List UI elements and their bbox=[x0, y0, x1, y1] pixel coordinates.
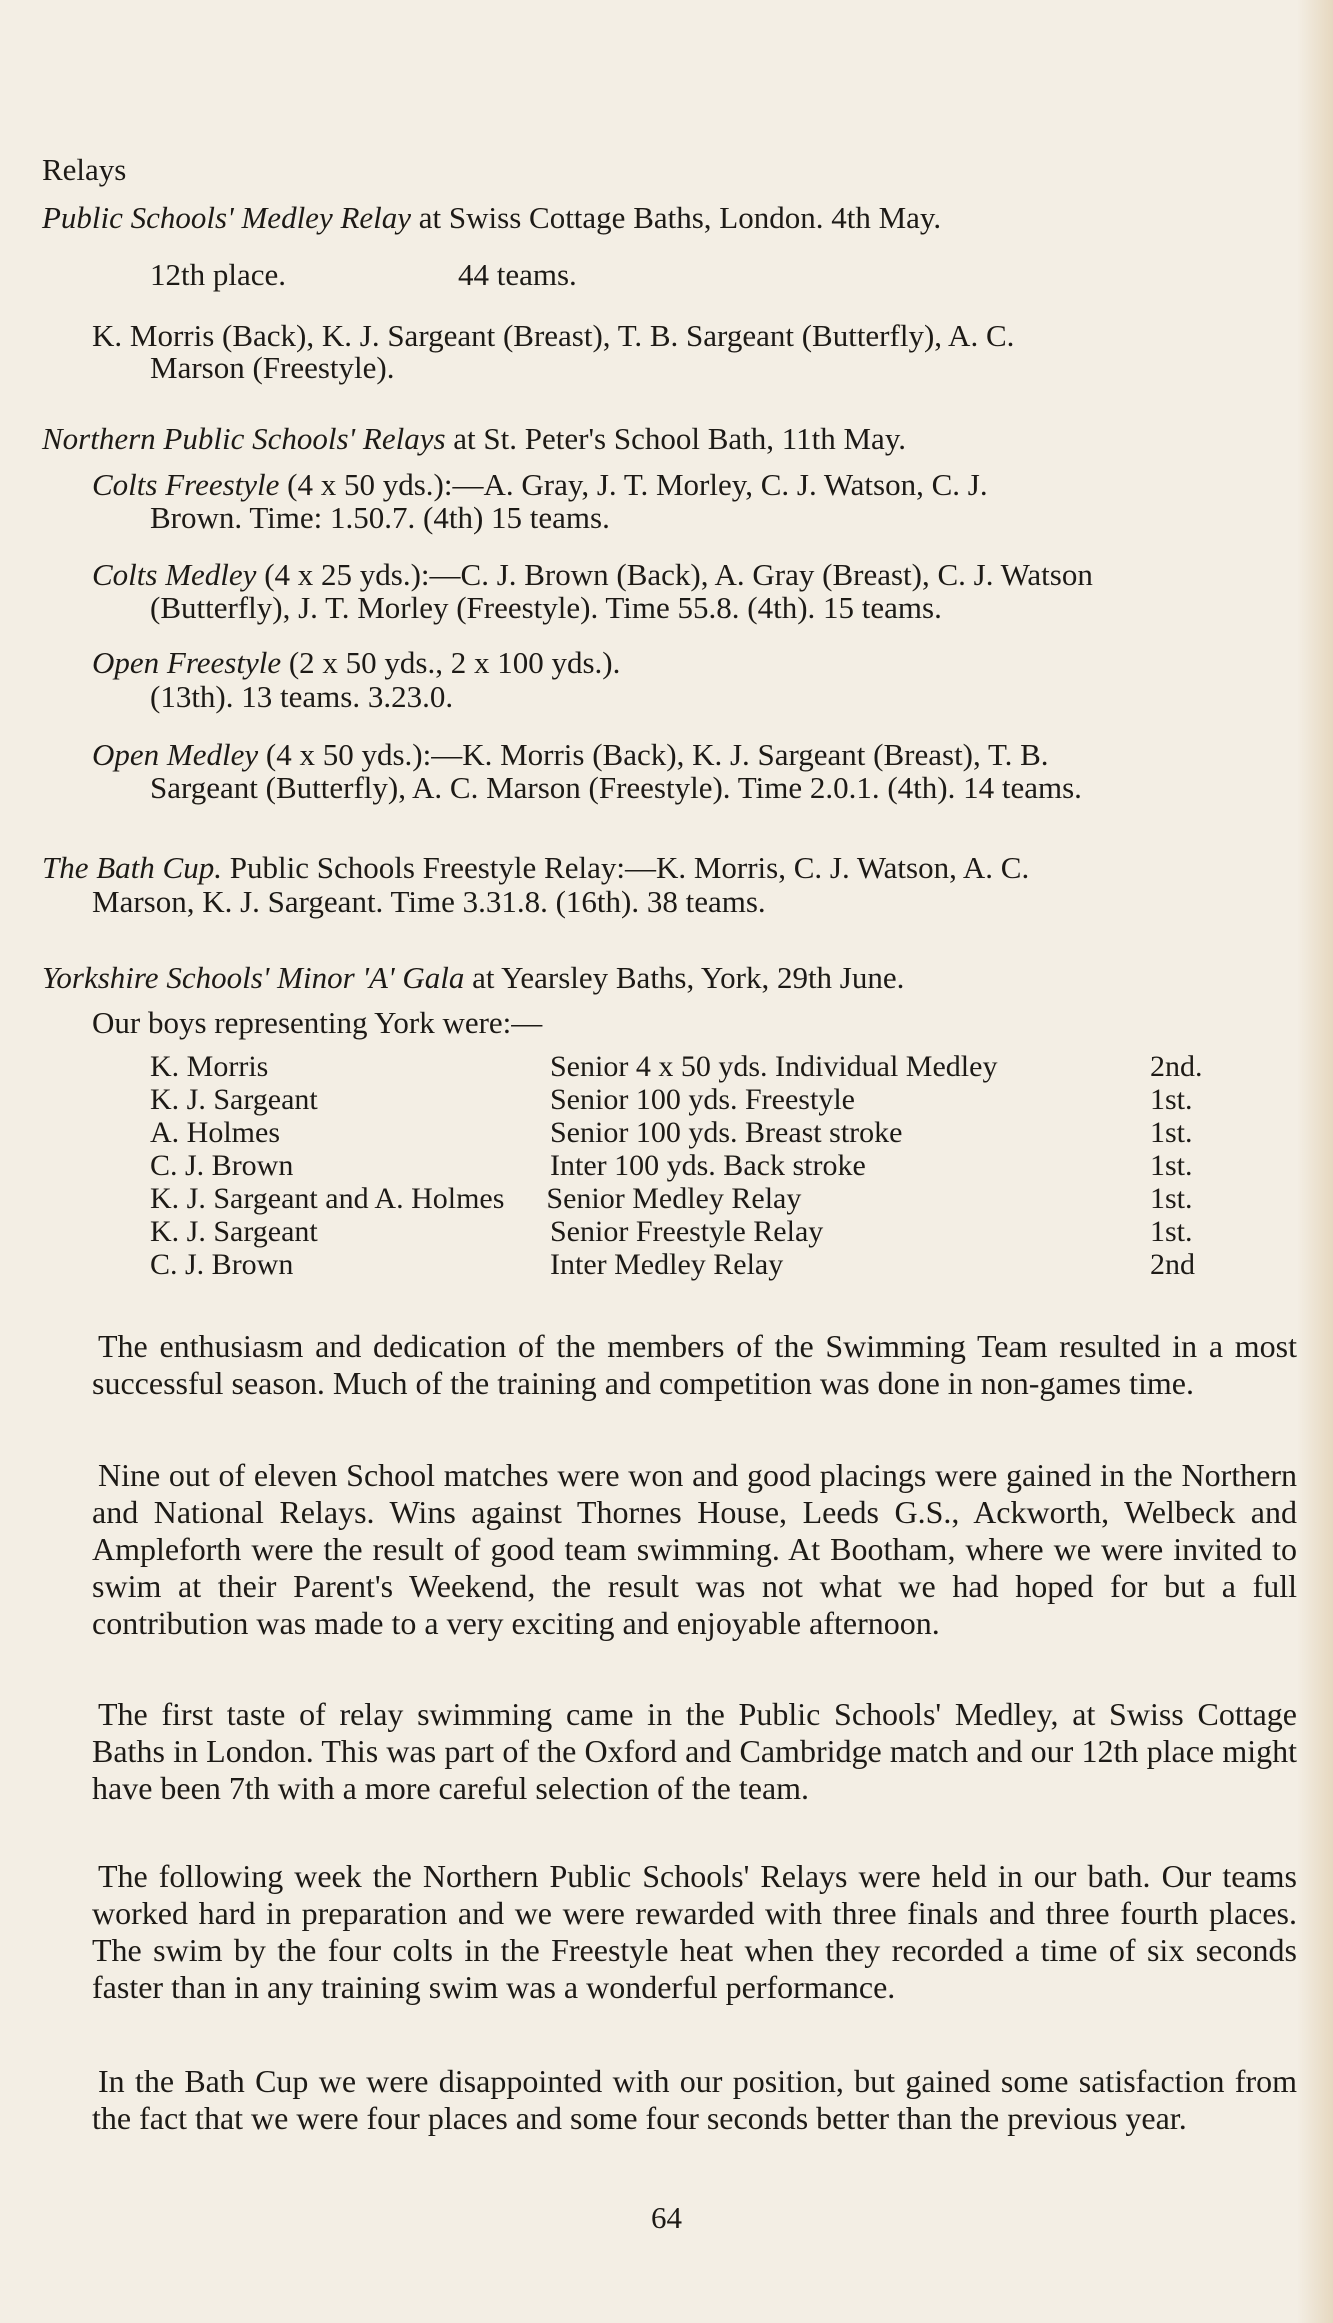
public-medley-place: 12th place. bbox=[150, 257, 287, 292]
open-freestyle-line1 bbox=[92, 645, 620, 681]
paragraph: The enthusiasm and dedication of the members of the Swimming Team resulted in a most successful season. Much of the training and competition was done in non-games time. bbox=[92, 1328, 1297, 1401]
result-name: K. J. Sargeant and A. Holmes bbox=[150, 1182, 505, 1215]
colts-medley-line2: (Butterfly), J. T. Morley (Freestyle). Time 55.8. (4th). 15 teams. bbox=[150, 590, 942, 625]
page-edge-shadow bbox=[1297, 0, 1333, 2323]
paragraph: The following week the Northern Public Schools' Relays were held in our bath. Our teams worked hard in preparation and we were rewarded with three finals and three fourth places. The swim by the four colts in the Freestyle heat when they recorded a time of six seconds faster than in any training swim was a wonderful performance. bbox=[92, 1858, 1297, 2005]
result-event: Inter Medley Relay bbox=[550, 1248, 784, 1281]
bath-cup-line1 bbox=[42, 850, 1029, 886]
result-event: Senior 100 yds. Breast stroke bbox=[550, 1116, 903, 1149]
result-place: 2nd. bbox=[1150, 1050, 1203, 1083]
result-place: 1st. bbox=[1150, 1116, 1193, 1149]
table-row bbox=[150, 1215, 1203, 1248]
result-place: 1st. bbox=[1150, 1083, 1193, 1116]
yorkshire-title: Yorkshire Schools' Minor 'A' Gala bbox=[42, 960, 465, 995]
open-medley-title: Open Medley bbox=[92, 737, 259, 772]
table-row bbox=[150, 1083, 1203, 1116]
result-place: 1st. bbox=[1150, 1149, 1193, 1182]
table-row bbox=[150, 1248, 1203, 1281]
colts-freestyle-title: Colts Freestyle bbox=[92, 467, 280, 502]
public-medley-team-line2: Marson (Freestyle). bbox=[150, 350, 395, 385]
result-place: 2nd bbox=[1150, 1248, 1195, 1281]
result-event: Senior 4 x 50 yds. Individual Medley bbox=[550, 1050, 998, 1083]
colts-medley-title: Colts Medley bbox=[92, 557, 257, 592]
public-medley-venue: at Swiss Cottage Baths, London. 4th May. bbox=[411, 200, 942, 235]
yorkshire-results-table bbox=[150, 1050, 1203, 1281]
open-medley-line2: Sargeant (Butterfly), A. C. Marson (Freestyle). Time 2.0.1. (4th). 14 teams. bbox=[150, 770, 1082, 805]
open-freestyle-line2: (13th). 13 teams. 3.23.0. bbox=[150, 679, 454, 714]
yorkshire-intro: Our boys representing York were:— bbox=[92, 1005, 543, 1040]
result-place: 1st. bbox=[1150, 1182, 1193, 1215]
yorkshire-venue: at Yearsley Baths, York, 29th June. bbox=[464, 960, 905, 995]
result-event: Senior 100 yds. Freestyle bbox=[550, 1083, 855, 1116]
result-name: K. Morris bbox=[150, 1050, 269, 1083]
table-row bbox=[150, 1182, 1203, 1215]
colts-medley-detail: (4 x 25 yds.):—C. J. Brown (Back), A. Gray (Breast), C. J. Watson bbox=[256, 557, 1093, 592]
table-row bbox=[150, 1116, 1203, 1149]
northern-venue: at St. Peter's School Bath, 11th May. bbox=[445, 421, 907, 456]
colts-freestyle-detail: (4 x 50 yds.):—A. Gray, J. T. Morley, C. J. Watson, C. J. bbox=[279, 467, 988, 502]
result-name-event bbox=[150, 1182, 1150, 1215]
public-medley-heading bbox=[42, 200, 941, 236]
paragraph: In the Bath Cup we were disappointed with our position, but gained some satisfaction from the fact that we were four places and some four seconds better than the previous year. bbox=[92, 2063, 1297, 2136]
northern-title: Northern Public Schools' Relays bbox=[42, 421, 446, 456]
table-row bbox=[150, 1149, 1203, 1182]
result-event: Inter 100 yds. Back stroke bbox=[550, 1149, 866, 1182]
open-medley-line1 bbox=[92, 737, 1049, 773]
paragraph: The first taste of relay swimming came in the Public Schools' Medley, at Swiss Cottage Baths in London. This was part of the Oxford and Cambridge match and our 12th place might have been 7th with a more careful selection of the team. bbox=[92, 1696, 1297, 1806]
colts-freestyle-line1 bbox=[92, 467, 988, 503]
result-name: C. J. Brown bbox=[150, 1149, 294, 1182]
result-name: A. Holmes bbox=[150, 1116, 280, 1149]
public-medley-team-line1: K. Morris (Back), K. J. Sargeant (Breast), T. B. Sargeant (Butterfly), A. C. bbox=[92, 318, 1015, 353]
result-place: 1st. bbox=[1150, 1215, 1193, 1248]
page-number: 64 bbox=[651, 2200, 682, 2235]
yorkshire-heading bbox=[42, 960, 904, 996]
public-medley-title: Public Schools' Medley Relay bbox=[42, 200, 412, 235]
result-name: K. J. Sargeant bbox=[150, 1083, 318, 1116]
bath-cup-title: The Bath Cup. bbox=[42, 850, 222, 885]
bath-cup-line2: Marson, K. J. Sargeant. Time 3.31.8. (16th). 38 teams. bbox=[92, 884, 766, 919]
colts-freestyle-line2: Brown. Time: 1.50.7. (4th) 15 teams. bbox=[150, 500, 610, 535]
relays-heading: Relays bbox=[42, 152, 127, 187]
result-name: K. J. Sargeant bbox=[150, 1215, 318, 1248]
colts-medley-line1 bbox=[92, 557, 1093, 593]
open-medley-detail: (4 x 50 yds.):—K. Morris (Back), K. J. Sargeant (Breast), T. B. bbox=[258, 737, 1049, 772]
open-freestyle-detail: (2 x 50 yds., 2 x 100 yds.). bbox=[281, 645, 621, 680]
public-medley-teams: 44 teams. bbox=[458, 257, 577, 292]
result-event: Senior Medley Relay bbox=[546, 1182, 802, 1215]
table-row bbox=[150, 1050, 1203, 1083]
result-name: C. J. Brown bbox=[150, 1248, 294, 1281]
open-freestyle-title: Open Freestyle bbox=[92, 645, 282, 680]
result-event: Senior Freestyle Relay bbox=[550, 1215, 824, 1248]
northern-heading bbox=[42, 421, 906, 457]
bath-cup-detail: Public Schools Freestyle Relay:—K. Morris, C. J. Watson, A. C. bbox=[221, 850, 1030, 885]
paragraph: Nine out of eleven School matches were won and good placings were gained in the Northern and National Relays. Wins against Thornes House, Leeds G.S., Ackworth, Welbeck and Ampleforth were the result of good team swimming. At Bootham, where we were invited to swim at their Parent's Weekend, the result was not what we had hoped for but a full contribution was made to a very exciting and enjoyable afternoon. bbox=[92, 1457, 1297, 1641]
